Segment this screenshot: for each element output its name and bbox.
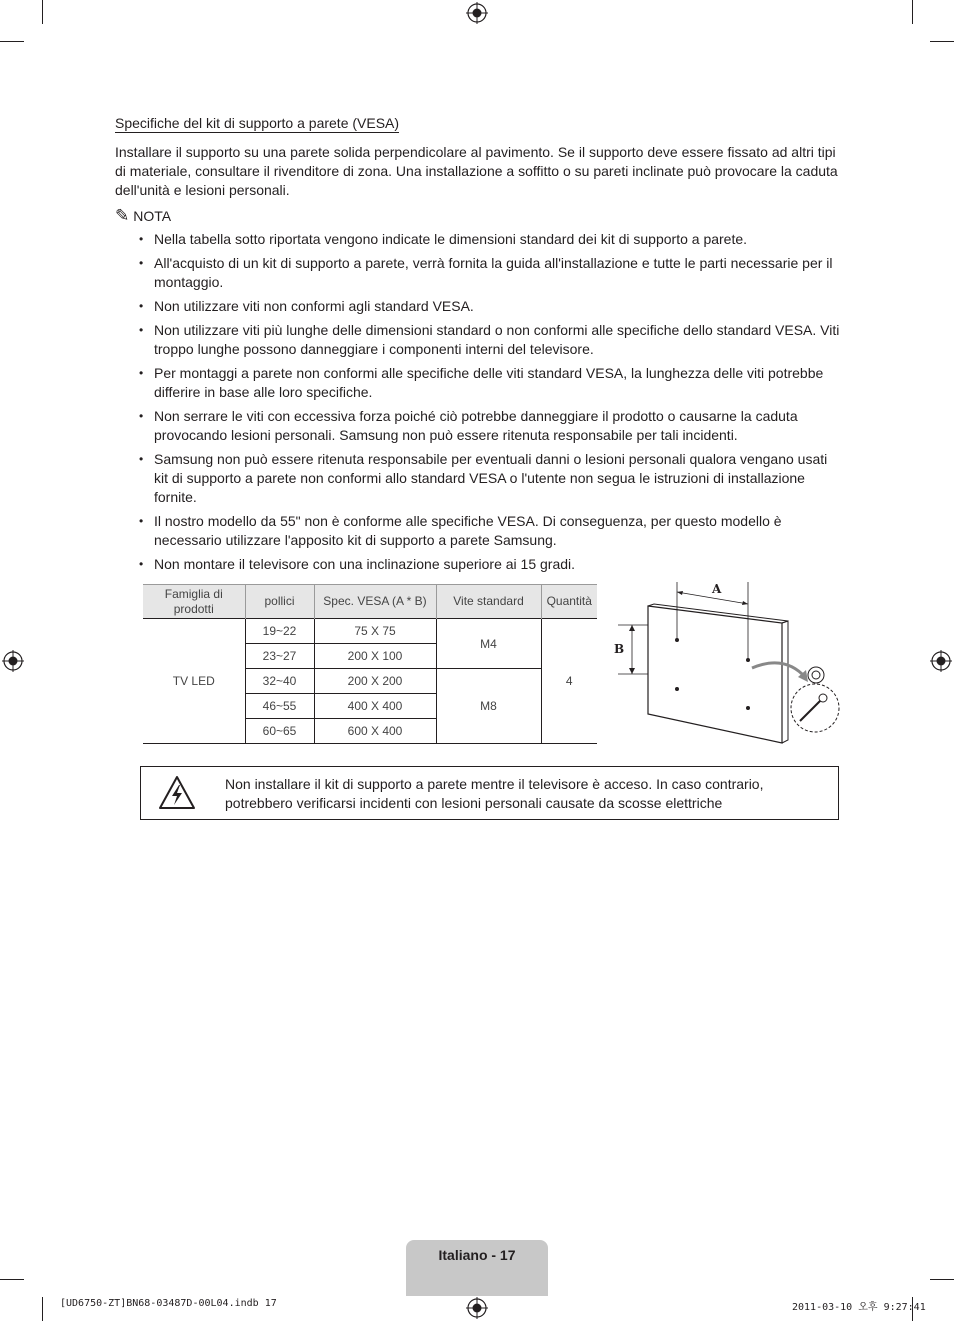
note-item: • Non utilizzare viti non conformi agli standard VESA. (136, 297, 842, 316)
note-item: • Non serrare le viti con eccessiva forza poiché ciò potrebbe danneggiare il prodotto o causarne la caduta provocando lesioni personali. Samsung non può essere ritenuta responsabile per tali incidenti. (136, 407, 842, 445)
table-cell-inches: 46~55 (245, 694, 314, 719)
crop-mark (42, 0, 43, 24)
crop-mark (930, 41, 954, 42)
table-cell-inches: 32~40 (245, 669, 314, 694)
crop-mark (0, 1279, 24, 1280)
table-header: Famiglia di prodotti (143, 585, 245, 619)
crop-mark (0, 41, 24, 42)
crop-mark (42, 1297, 43, 1321)
section-title: Specifiche del kit di supporto a parete (VESA) (115, 115, 400, 131)
table-cell-inches: 23~27 (245, 644, 314, 669)
footer-timestamp: 2011-03-10 오후 9:27:41 (792, 1302, 926, 1313)
page-label: Italiano - 17 (438, 1247, 516, 1263)
table-cell-vesa: 75 X 75 (314, 619, 436, 644)
tv-back-diagram (610, 578, 846, 748)
electric-shock-warning-icon (158, 775, 196, 811)
crop-mark (930, 1279, 954, 1280)
pencil-icon: ✎ (115, 206, 130, 225)
note-item: • Non montare il televisore con una inclinazione superiore ai 15 gradi. (136, 555, 842, 574)
table-header: Quantità (541, 585, 597, 619)
note-item: • All'acquisto di un kit di supporto a parete, verrà fornita la guida all'installazione e tutte le parti necessarie per il montaggio. (136, 254, 842, 292)
table-cell-quantity: 4 (541, 619, 597, 744)
table-cell-screw: M8 (436, 669, 541, 744)
table-header: Vite standard (436, 585, 541, 619)
table-header-row (143, 585, 597, 619)
registration-mark-icon (466, 1297, 488, 1319)
table-row (143, 619, 597, 644)
note-list (136, 230, 842, 579)
note-item: • Nella tabella sotto riportata vengono indicate le dimensioni standard dei kit di supporto a parete. (136, 230, 842, 249)
table-cell-family: TV LED (143, 619, 245, 744)
registration-mark-icon (2, 650, 24, 672)
dimension-label-a: A (712, 582, 722, 596)
note-item: • Samsung non può essere ritenuta responsabile per eventuali danni o lesioni personali qualora vengano usati kit di supporto a parete non conformi allo standard VESA o l'utente non segua le istruzioni di installazione fornite. (136, 450, 842, 507)
table-cell-vesa: 600 X 400 (314, 719, 436, 744)
dimension-label-b: B (614, 642, 625, 656)
note-item: • Per montaggi a parete non conformi alle specifiche delle viti standard VESA, la lunghezza delle viti potrebbe differire in base alle loro specifiche. (136, 364, 842, 402)
note-item: • Il nostro modello da 55" non è conforme alle specifiche VESA. Di conseguenza, per questo modello è necessario utilizzare l'apposito kit di supporto a parete Samsung. (136, 512, 842, 550)
registration-mark-icon (930, 650, 952, 672)
footer-file-info: [UD6750-ZT]BN68-03487D-00L04.indb 17 (60, 1298, 277, 1309)
table-cell-vesa: 200 X 100 (314, 644, 436, 669)
table-cell-vesa: 400 X 400 (314, 694, 436, 719)
vesa-spec-table (143, 584, 597, 744)
note-label: NOTA (133, 208, 172, 224)
page-number-tab (406, 1240, 548, 1296)
table-header: Spec. VESA (A * B) (314, 585, 436, 619)
warning-text: Non installare il kit di supporto a parete mentre il televisore è acceso. In caso contrario, potrebbero verificarsi incidenti con lesioni personali causate da scosse elettriche (225, 776, 764, 811)
registration-mark-icon (466, 2, 488, 24)
note-heading (115, 206, 171, 226)
table-cell-vesa: 200 X 200 (314, 669, 436, 694)
warning-box (140, 766, 839, 820)
table-header: pollici (245, 585, 314, 619)
crop-mark (912, 0, 913, 24)
table-cell-inches: 19~22 (245, 619, 314, 644)
table-cell-screw: M4 (436, 619, 541, 669)
table-cell-inches: 60~65 (245, 719, 314, 744)
intro-paragraph: Installare il supporto su una parete solida perpendicolare al pavimento. Se il supporto deve essere fissato ad altri tipi di materiale, consultare il rivenditore di zona. Una installazione a soffitto o su pareti inclinate può provocare la caduta dell'unità e lesioni personali. (115, 144, 838, 198)
note-item: • Non utilizzare viti più lunghe delle dimensioni standard o non conformi alle specifiche dello standard VESA. Viti troppo lunghe possono danneggiare i componenti interni del televisore. (136, 321, 842, 359)
